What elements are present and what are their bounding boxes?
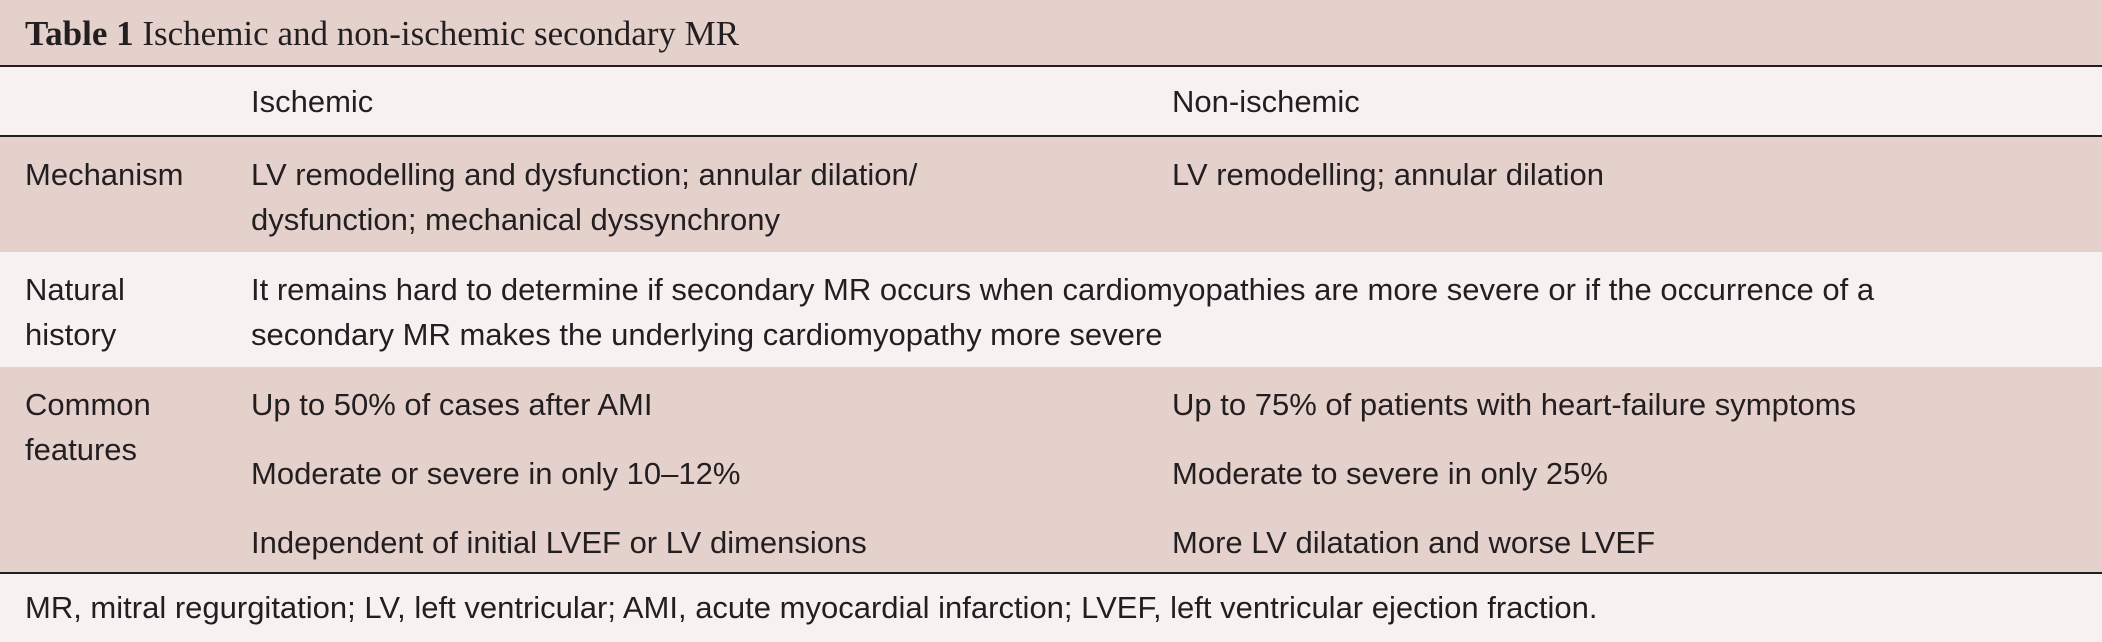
table-footnote-row <box>0 574 2102 642</box>
row-label-common-features <box>25 382 235 472</box>
mechanism-non-ischemic-cell: LV remodelling; annular dilation <box>1172 157 1604 192</box>
row-label-mechanism: Mechanism <box>25 157 184 192</box>
header-ischemic: Ischemic <box>251 84 374 119</box>
features-ischemic-2: Moderate or severe in only 10–12% <box>251 456 741 491</box>
natural-history-line-2: secondary MR makes the underlying cardiomyopathy more severe <box>251 317 1163 352</box>
table-row-mechanism <box>0 137 2102 252</box>
common-features-label-line-1: Common <box>25 387 151 422</box>
features-ischemic-3: Independent of initial LVEF or LV dimensions <box>251 525 867 560</box>
features-non-ischemic-2: Moderate to severe in only 25% <box>1172 456 1608 491</box>
mechanism-ischemic-line-1: LV remodelling and dysfunction; annular dilation/ <box>251 157 918 192</box>
table-footnote: MR, mitral regurgitation; LV, left ventricular; AMI, acute myocardial infarction; LVEF, left ventricular ejection fraction. <box>25 590 1598 625</box>
mechanism-ischemic-line-2: dysfunction; mechanical dyssynchrony <box>251 202 780 237</box>
table-caption-label: Table 1 <box>25 14 134 53</box>
features-non-ischemic-3: More LV dilatation and worse LVEF <box>1172 525 1656 560</box>
features-ischemic-1: Up to 50% of cases after AMI <box>251 387 653 422</box>
mechanism-ischemic-cell <box>251 152 991 242</box>
common-features-label-line-2: features <box>25 432 138 467</box>
header-non-ischemic: Non-ischemic <box>1172 84 1360 119</box>
table-row-common-features <box>0 367 2102 574</box>
table-caption-title: Ischemic and non-ischemic secondary MR <box>142 14 740 53</box>
natural-history-cell <box>251 267 2081 357</box>
natural-history-line-1: It remains hard to determine if secondary MR occurs when cardiomyopathies are more severe or if the occurrence of a <box>251 272 1875 307</box>
features-non-ischemic-1: Up to 75% of patients with heart-failure symptoms <box>1172 387 1857 422</box>
row-label-natural-history <box>25 267 235 357</box>
table-row-natural-history <box>0 252 2102 367</box>
table-caption <box>0 0 2102 67</box>
table-header-row <box>0 67 2102 137</box>
natural-history-label-line-1: Natural <box>25 272 125 307</box>
natural-history-label-line-2: history <box>25 317 117 352</box>
